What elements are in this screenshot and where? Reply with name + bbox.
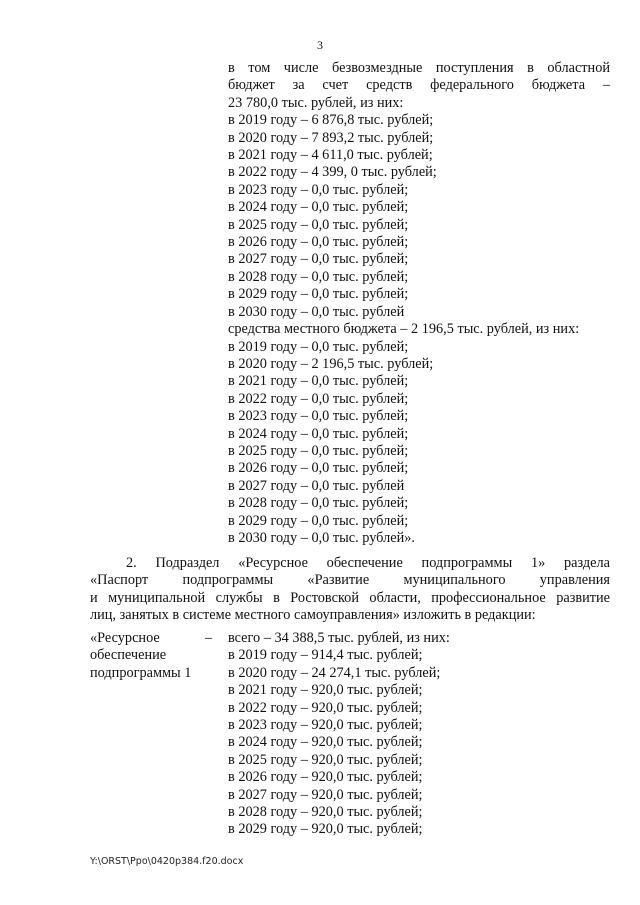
resource-dash: – (205, 630, 213, 646)
funding-line: в 2024 году – 0,0 тыс. рублей; (228, 425, 409, 442)
paragraph-line: и муниципальной службы в Ростовской области, профессиональное развитие (90, 589, 610, 606)
funding-line: в 2025 году – 0,0 тыс. рублей; (228, 216, 409, 233)
funding-line: в 2020 году – 24 274,1 тыс. рублей; (228, 664, 441, 681)
funding-line: в 2026 году – 0,0 тыс. рублей; (228, 234, 409, 251)
paragraph-line: лиц, занятых в системе местного самоуправления» изложить в редакции: (90, 607, 536, 624)
amendment-paragraph (90, 555, 610, 625)
funding-line: в 2025 году – 920,0 тыс. рублей; (228, 751, 423, 768)
file-path-footer: Y:\ORST\Ppo\0420p384.f20.docx (90, 856, 244, 867)
funding-line: в 2021 году – 4 611,0 тыс. рублей; (228, 147, 433, 164)
funding-line: в 2029 году – 920,0 тыс. рублей; (228, 821, 423, 838)
intro-line: в том числе безвозмездные поступления в областной (228, 60, 610, 76)
funding-line: в 2026 году – 920,0 тыс. рублей; (228, 769, 423, 786)
funding-line: в 2025 году – 0,0 тыс. рублей; (228, 442, 409, 459)
funding-line: всего – 34 388,5 тыс. рублей, из них: (228, 630, 450, 646)
resource-label-line: «Ресурсное (90, 630, 160, 646)
funding-line: в 2029 году – 0,0 тыс. рублей; (228, 286, 409, 303)
resource-label-line: обеспечение (90, 647, 167, 664)
funding-line: в 2024 году – 0,0 тыс. рублей; (228, 199, 409, 216)
funding-line: в 2029 году – 0,0 тыс. рублей; (228, 512, 409, 529)
funding-line: в 2019 году – 0,0 тыс. рублей; (228, 338, 409, 355)
funding-line: в 2030 году – 0,0 тыс. рублей (228, 303, 405, 320)
funding-line: в 2026 году – 0,0 тыс. рублей; (228, 460, 409, 477)
funding-line: в 2024 году – 920,0 тыс. рублей; (228, 734, 423, 751)
federal-local-funding-block (228, 60, 610, 547)
funding-line: в 2021 году – 920,0 тыс. рублей; (228, 682, 423, 699)
funding-line: 23 780,0 тыс. рублей, из них: (228, 94, 404, 111)
intro-line: бюджет за счет средств федерального бюджета – (228, 77, 610, 94)
funding-line: в 2022 году – 0,0 тыс. рублей; (228, 390, 409, 407)
resource-label-line: подпрограммы 1 (90, 664, 192, 681)
funding-line: в 2023 году – 920,0 тыс. рублей; (228, 717, 423, 734)
funding-lines (228, 95, 610, 548)
funding-line: в 2027 году – 0,0 тыс. рублей; (228, 251, 409, 268)
funding-line: в 2022 году – 920,0 тыс. рублей; (228, 699, 423, 716)
funding-line: в 2028 году – 920,0 тыс. рублей; (228, 804, 423, 821)
funding-line: в 2022 году – 4 399, 0 тыс. рублей; (228, 164, 437, 181)
funding-line: в 2020 году – 2 196,5 тыс. рублей; (228, 355, 434, 372)
funding-line: в 2023 году – 0,0 тыс. рублей; (228, 181, 409, 198)
resource-label (90, 630, 213, 682)
paragraph-line: «Паспорт подпрограммы «Развитие муниципального управления (90, 572, 610, 589)
funding-line: в 2027 году – 0,0 тыс. рублей (228, 477, 405, 494)
funding-line: в 2019 году – 6 876,8 тыс. рублей; (228, 112, 434, 129)
funding-line: в 2030 году – 0,0 тыс. рублей». (228, 529, 415, 546)
funding-line: в 2021 году – 0,0 тыс. рублей; (228, 373, 409, 390)
resource-funding-lines (228, 630, 610, 839)
funding-line: в 2020 году – 7 893,2 тыс. рублей; (228, 129, 434, 146)
funding-line: в 2019 году – 914,4 тыс. рублей; (228, 647, 423, 664)
funding-line: в 2028 году – 0,0 тыс. рублей; (228, 495, 409, 512)
funding-line: в 2027 году – 920,0 тыс. рублей; (228, 786, 423, 803)
funding-line: средства местного бюджета – 2 196,5 тыс. рублей, из них: (228, 321, 580, 338)
funding-line: в 2028 году – 0,0 тыс. рублей; (228, 268, 409, 285)
page-number: 3 (317, 38, 323, 52)
paragraph-line: 2. Подраздел «Ресурсное обеспечение подпрограммы 1» раздела (126, 555, 610, 571)
funding-line: в 2023 году – 0,0 тыс. рублей; (228, 408, 409, 425)
